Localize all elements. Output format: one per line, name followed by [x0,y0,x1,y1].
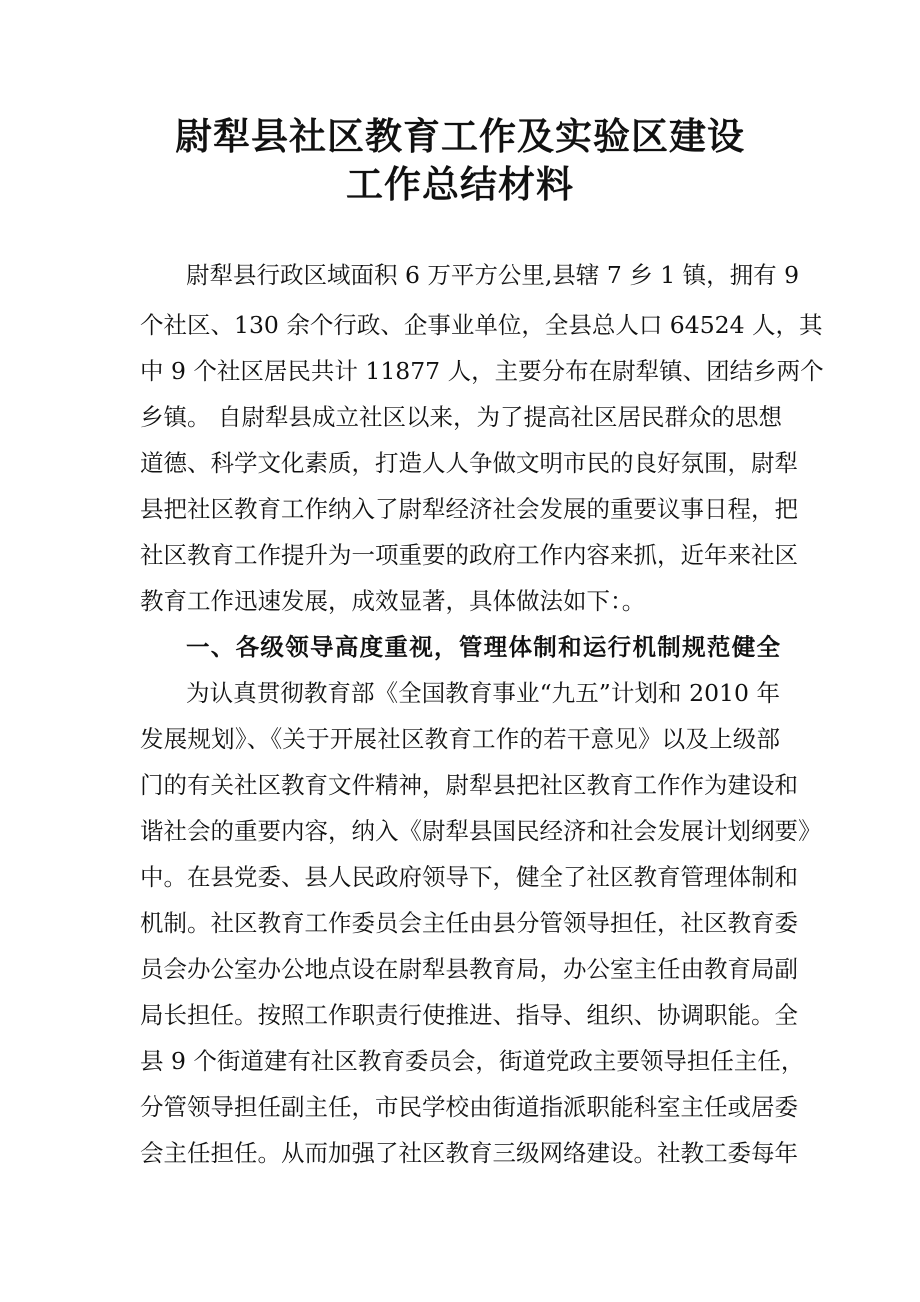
paragraph-2-line: 发展规划》、《关于开展社区教育工作的若干意见》以及上级部 [140,725,780,753]
paragraph-1-line: 乡镇。 自尉犁县成立社区以来，为了提高社区居民群众的思想 [140,403,782,431]
document-title-line-1: 尉犁县社区教育工作及实验区建设 [175,114,745,158]
paragraph-1-line: 中 9 个社区居民共计 11877 人，主要分布在尉犁镇、团结乡两个 [140,357,824,385]
paragraph-2-line: 局长担任。按照工作职责行使推进、指导、组织、协调职能。全 [140,1001,798,1029]
paragraph-2-line: 谐社会的重要内容，纳入《尉犁县国民经济和社会发展计划纲要》 [140,817,822,845]
paragraph-2-line: 分管领导担任副主任，市民学校由街道指派职能科室主任或居委 [140,1093,798,1121]
document-title-line-2: 工作总结材料 [346,162,574,206]
paragraph-2-line: 机制。社区教育工作委员会主任由县分管领导担任，社区教育委 [140,909,798,937]
paragraph-1-line: 教育工作迅速发展，成效显著，具体做法如下：。 [140,587,646,615]
paragraph-2-line: 门的有关社区教育文件精神，尉犁县把社区教育工作作为建设和 [140,771,798,799]
paragraph-1-line: 尉犁县行政区域面积 6 万平方公里,县辖 7 乡 1 镇，拥有 9 [186,261,800,289]
paragraph-1-line: 道德、科学文化素质，打造人人争做文明市民的良好氛围，尉犁 [140,449,798,477]
paragraph-2-line: 中。在县党委、县人民政府领导下，健全了社区教育管理体制和 [140,863,798,891]
paragraph-2-line: 会主任担任。从而加强了社区教育三级网络建设。社教工委每年 [140,1139,798,1167]
paragraph-1-line: 县把社区教育工作纳入了尉犁经济社会发展的重要议事日程，把 [140,495,798,523]
paragraph-1-line: 个社区、130 余个行政、企事业单位，全县总人口 64524 人，其 [140,311,823,339]
paragraph-2-line: 县 9 个街道建有社区教育委员会，街道党政主要领导担任主任， [140,1047,805,1075]
paragraph-1-line: 社区教育工作提升为一项重要的政府工作内容来抓，近年来社区 [140,541,798,569]
section-heading: 一、各级领导高度重视，管理体制和运行机制规范健全 [186,633,780,661]
paragraph-2-line: 员会办公室办公地点设在尉犁县教育局，办公室主任由教育局副 [140,955,798,983]
paragraph-2-line: 为认真贯彻教育部《全国教育事业“九五”计划和 2010 年 [186,679,780,707]
